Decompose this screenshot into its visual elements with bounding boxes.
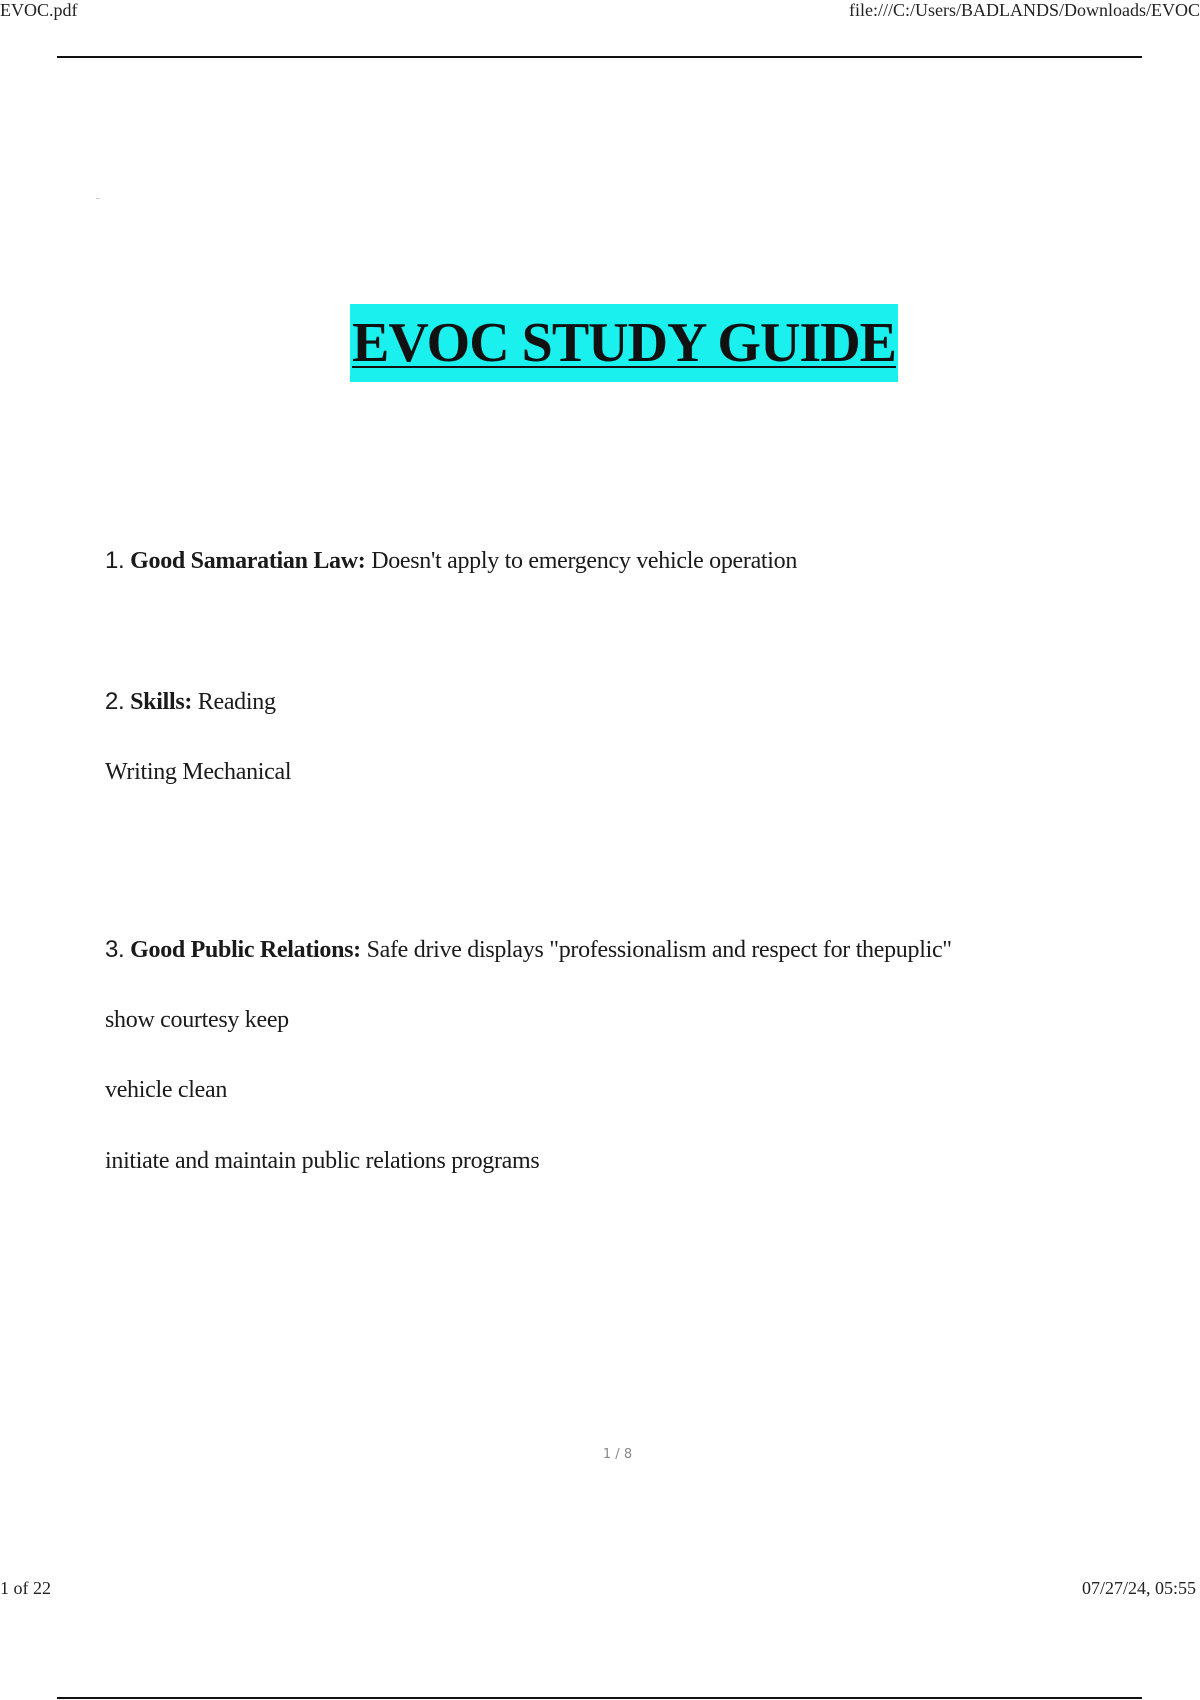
list-item-3-extra-line: show courtesy keep xyxy=(105,1007,289,1033)
list-item-2-extra-line: Writing Mechanical xyxy=(105,759,292,785)
list-item-number: 2. xyxy=(105,688,125,715)
list-item-definition: Doesn't apply to emergency vehicle operation xyxy=(371,548,798,574)
print-footer-page-of: 1 of 22 xyxy=(0,1578,51,1598)
list-item-definition: Reading xyxy=(197,689,276,715)
print-header-filepath: file:///C:/Users/BADLANDS/Downloads/EVOC xyxy=(849,0,1200,20)
print-footer-timestamp: 07/27/24, 05:55 xyxy=(1081,1578,1196,1598)
footer-divider xyxy=(57,1697,1142,1699)
list-item-3 xyxy=(105,936,952,964)
list-item-3-extra-line: initiate and maintain public relations programs xyxy=(105,1148,540,1174)
scan-speck xyxy=(96,198,100,199)
title-container xyxy=(0,304,1200,382)
page-counter: 1 / 8 xyxy=(602,1447,633,1462)
list-item-term: Good Samaratian Law: xyxy=(130,548,366,574)
list-item-2 xyxy=(105,688,276,716)
document-title: EVOC STUDY GUIDE xyxy=(350,304,898,382)
list-item-3-extra-line: vehicle clean xyxy=(105,1077,228,1103)
list-item-number: 3. xyxy=(105,936,125,963)
list-item-number: 1. xyxy=(105,547,125,574)
list-item-1 xyxy=(105,547,797,575)
header-divider xyxy=(57,56,1142,58)
print-header-filename: EVOC.pdf xyxy=(0,0,78,20)
list-item-definition: Safe drive displays "professionalism and respect for thepuplic" xyxy=(366,937,952,963)
list-item-term: Good Public Relations: xyxy=(130,937,361,963)
list-item-term: Skills: xyxy=(130,689,193,715)
